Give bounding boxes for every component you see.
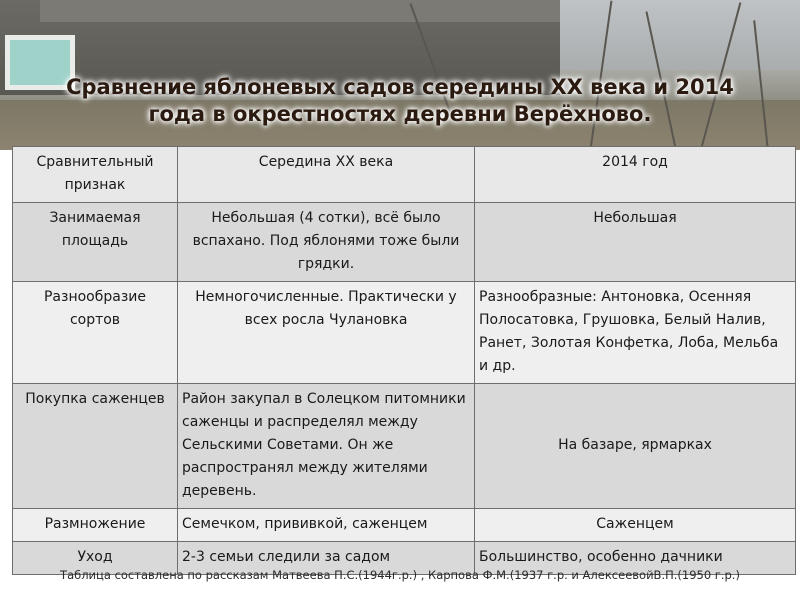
table-row <box>13 509 796 542</box>
comparison-table-container <box>12 146 788 575</box>
table-row <box>13 203 796 282</box>
cell-mid-century: Небольшая (4 сотки), всё было вспахано. Под яблонями тоже были грядки. <box>178 203 475 282</box>
title-line-1: Сравнение яблоневых садов середины ХХ века и 2014 <box>66 75 734 99</box>
row-label: Уход <box>13 542 178 575</box>
row-label: Разнообразие сортов <box>13 282 178 384</box>
row-label: Размножение <box>13 509 178 542</box>
table-row <box>13 282 796 384</box>
cell-mid-century: Район закупал в Солецком питомники саженцы и распределял между Сельскими Советами. Он же распространял между жителями деревень. <box>178 384 475 509</box>
cell-2014: Большинство, особенно дачники <box>475 542 796 575</box>
cell-2014: Саженцем <box>475 509 796 542</box>
title-line-2: года в окрестностях деревни Верёхново. <box>148 102 652 126</box>
cell-2014: Небольшая <box>475 203 796 282</box>
cell-mid-century: 2-3 семьи следили за садом <box>178 542 475 575</box>
table-row <box>13 384 796 509</box>
cell-mid-century: Семечком, прививкой, саженцем <box>178 509 475 542</box>
row-label: Занимаемая площадь <box>13 203 178 282</box>
cell-mid-century: Немногочисленные. Практически у всех росла Чулановка <box>178 282 475 384</box>
cell-2014: Разнообразные: Антоновка, Осенняя Полосатовка, Грушовка, Белый Налив, Ранет, Золотая Конфетка, Лоба, Мельба и др. <box>475 282 796 384</box>
header-cell-mid-20th-century: Середина ХХ века <box>178 147 475 203</box>
source-footnote: Таблица составлена по рассказам Матвеева П.С.(1944г.р.) , Карпова Ф.М.(1937 г.р. и АлексеевойВ.П.(1950 г.р.) <box>60 568 740 582</box>
header-cell-criterion: Сравнительный признак <box>13 147 178 203</box>
row-label: Покупка саженцев <box>13 384 178 509</box>
table-header-row <box>13 147 796 203</box>
house-roof <box>40 0 560 22</box>
page-title <box>0 74 800 128</box>
cell-2014: На базаре, ярмарках <box>475 384 796 509</box>
comparison-table <box>12 146 796 575</box>
header-cell-2014: 2014 год <box>475 147 796 203</box>
